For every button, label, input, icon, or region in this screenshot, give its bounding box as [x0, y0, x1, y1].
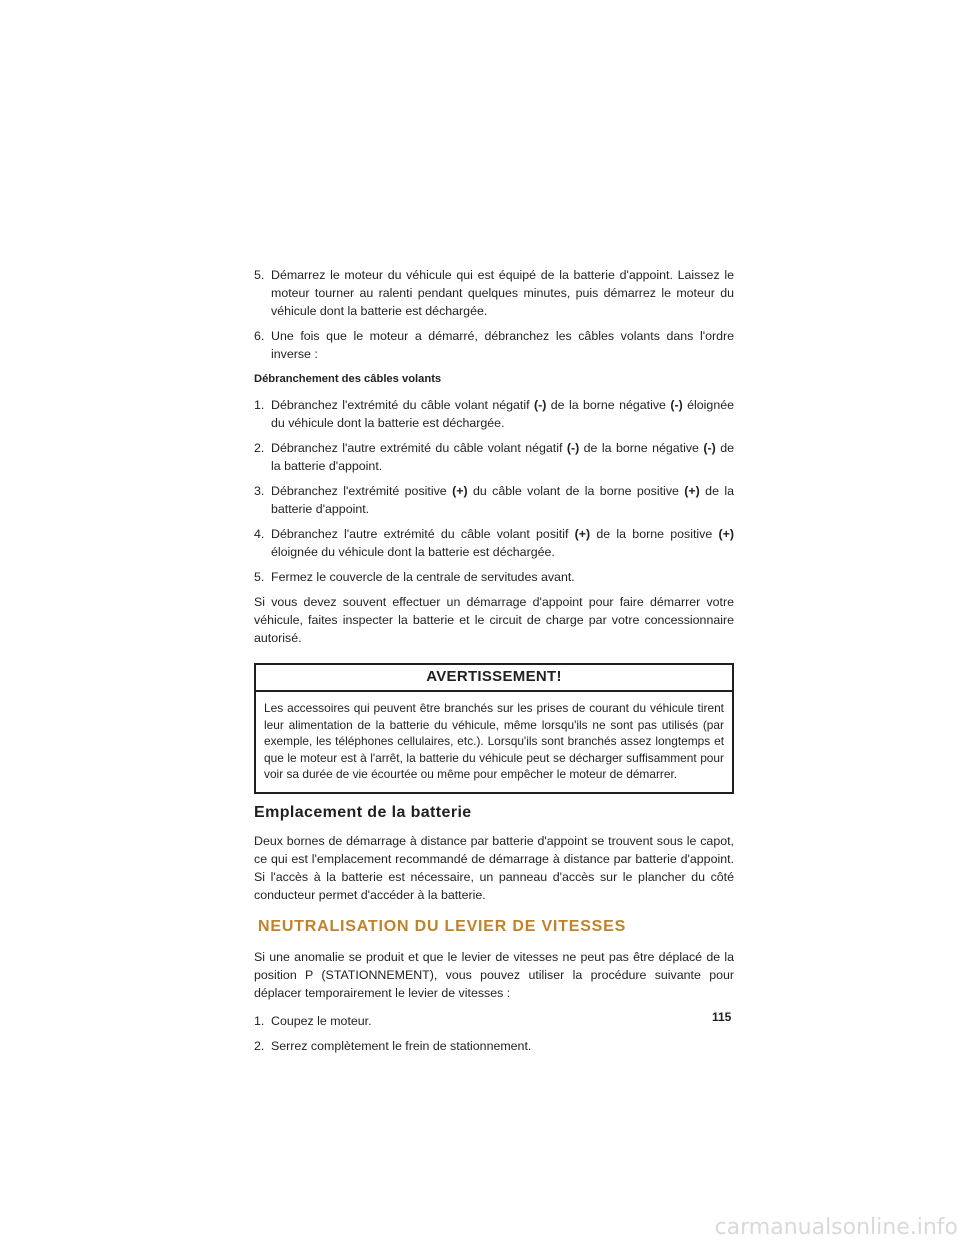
terminal-symbol: (-): [533, 398, 547, 412]
item-text: Débranchez l'extrémité du câble volant négatif: [271, 398, 534, 412]
terminal-symbol: (+): [574, 527, 591, 541]
neutral-list: [254, 1012, 734, 1055]
item-text: Fermez le couvercle de la centrale de servitudes avant.: [271, 570, 575, 584]
warning-box: [254, 663, 734, 794]
item-text: de la borne positive: [590, 527, 719, 541]
list-item: [254, 396, 734, 432]
terminal-symbol: (+): [452, 484, 468, 498]
warning-body: Les accessoires qui peuvent être branchés sur les prises de courant du véhicule tirent leur alimentation de la batterie du véhicule, même lorsqu'ils ne sont pas utilisés (par exemple, les téléphones cellulaires, etc.). Lorsqu'ils sont branchés assez longtemps et que le moteur est à l'arrêt, la batterie du véhicule peut se décharger suffisamment pour voir sa durée de vie écourtée ou même pour empêcher le moteur de démarrer.: [264, 701, 724, 782]
item-text: Serrez complètement le frein de stationnement.: [271, 1038, 532, 1053]
item-text: de la batterie d'appoint.: [271, 484, 735, 516]
item-number: 5.: [254, 570, 265, 584]
item-text: Débranchez l'extrémité positive: [271, 484, 453, 498]
list-item: [254, 568, 734, 586]
list-item: [254, 1037, 734, 1055]
list-item: [254, 327, 734, 363]
page-content: [254, 266, 734, 1062]
item-text: du câble volant de la borne positive: [467, 484, 685, 498]
item-text: éloignée du véhicule dont la batterie est déchargée.: [271, 398, 734, 430]
item-number: 2.: [254, 1038, 265, 1053]
terminal-symbol: (+): [684, 484, 700, 498]
paragraph-battery: Deux bornes de démarrage à distance par batterie d'appoint se trouvent sous le capot, ce qui est l'emplacement recommandé de démarrage à distance par batterie d'appoint. Si l'accès à la batterie est nécessaire, un panneau d'accès sur le plancher du côté conducteur permet d'accéder à la batterie.: [254, 833, 734, 902]
item-number: 6.: [254, 329, 265, 343]
item-number: 5.: [254, 268, 265, 282]
terminal-symbol: (-): [703, 441, 716, 455]
page-number: 115: [712, 1010, 732, 1024]
watermark: carmanualsonline.info: [714, 1215, 958, 1240]
section-heading-neutral: NEUTRALISATION DU LEVIER DE VITESSES: [258, 917, 627, 935]
item-number: 4.: [254, 527, 265, 541]
item-text: Démarrez le moteur du véhicule qui est équipé de la batterie d'appoint. Laissez le moteur tourner au ralenti pendant quelques minutes, puis démarrez le moteur du véhicule dont la batterie est déchargée.: [271, 268, 734, 318]
list-item: [254, 266, 734, 320]
item-text: éloignée du véhicule dont la batterie est déchargée.: [271, 545, 555, 559]
item-text: de la borne négative: [546, 398, 671, 412]
item-number: 3.: [254, 484, 265, 498]
item-number: 1.: [254, 1013, 265, 1028]
paragraph-jump-start: Si vous devez souvent effectuer un démarrage d'appoint pour faire démarrer votre véhicule, faites inspecter la batterie et le circuit de charge par votre concessionnaire autorisé.: [254, 595, 734, 645]
item-text: Une fois que le moteur a démarré, débranchez les câbles volants dans l'ordre inverse :: [271, 329, 734, 361]
terminal-symbol: (+): [718, 527, 734, 541]
terminal-symbol: (-): [566, 441, 580, 455]
list-item: [254, 1012, 734, 1030]
item-text: Coupez le moteur.: [271, 1013, 372, 1028]
subheading: Débranchement des câbles volants: [254, 373, 442, 385]
paragraph-neutral: Si une anomalie se produit et que le levier de vitesses ne peut pas être déplacé de la position P (STATIONNEMENT), vous pouvez utiliser la procédure suivante pour déplacer temporairement le levier de vitesses :: [254, 949, 734, 1000]
top-list: [254, 266, 734, 363]
section-heading-battery: Emplacement de la batterie: [254, 803, 472, 821]
item-text: de la borne négative: [579, 441, 704, 455]
item-text: Débranchez l'autre extrémité du câble volant négatif: [271, 441, 567, 455]
item-text: Débranchez l'autre extrémité du câble volant positif: [271, 527, 575, 541]
item-number: 2.: [254, 441, 265, 455]
warning-title: AVERTISSEMENT!: [256, 665, 732, 692]
list-item: [254, 482, 734, 518]
terminal-symbol: (-): [670, 398, 683, 412]
list-item: [254, 439, 734, 475]
list-item: [254, 525, 734, 561]
disconnect-list: [254, 396, 734, 586]
item-number: 1.: [254, 398, 265, 412]
item-text: de la batterie d'appoint.: [271, 441, 734, 473]
